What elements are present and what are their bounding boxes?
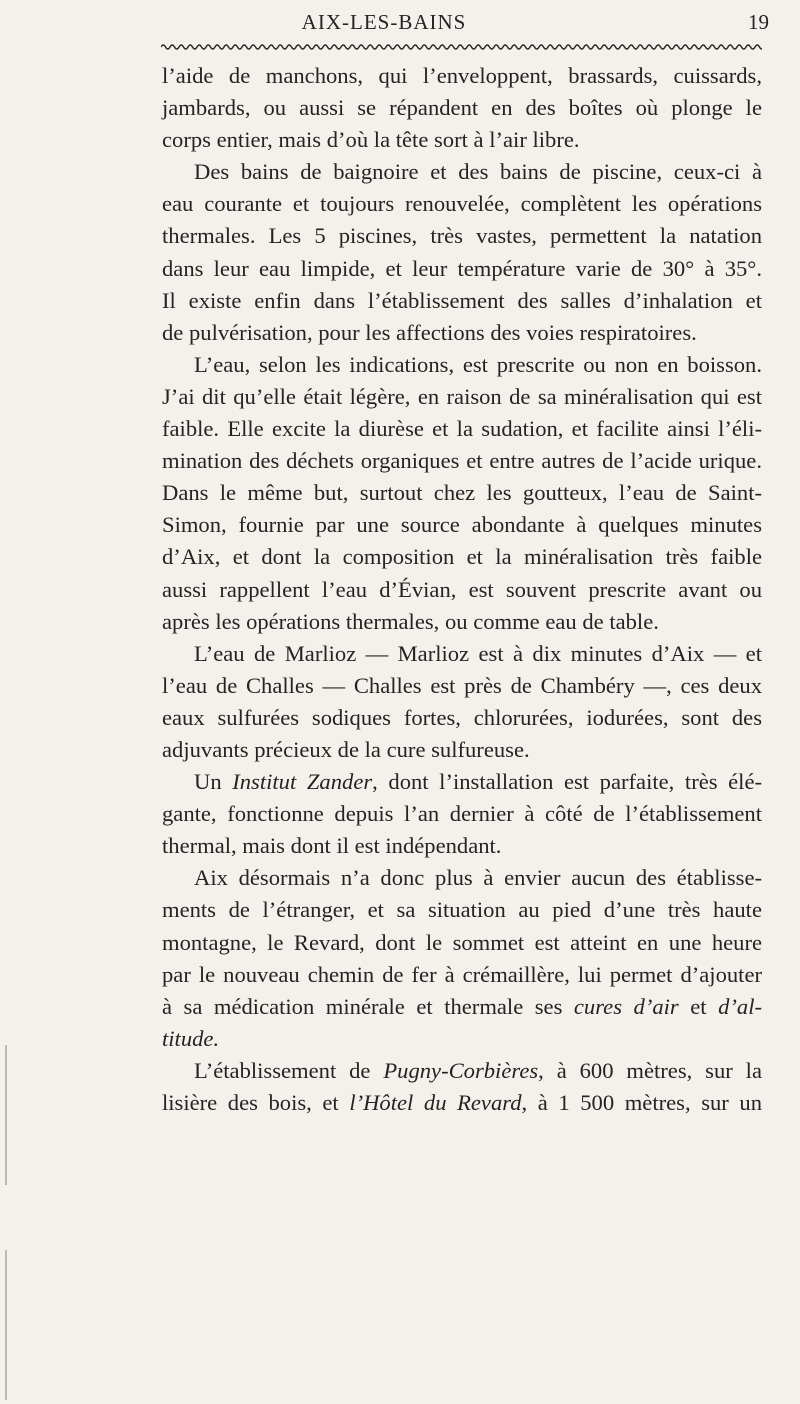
text-run: adjuvants précieux de la cure sulfureuse. — [162, 736, 530, 762]
text-line — [162, 349, 762, 381]
text-line — [162, 220, 762, 252]
text-run: gante, fonctionne depuis l’an dernier à côté de l’établissement — [162, 801, 762, 827]
text-line — [162, 1055, 762, 1087]
text-run: L’eau de Marlioz — Marlioz est à dix minutes d’Aix — et — [194, 640, 762, 666]
text-line — [162, 702, 762, 734]
text-run: lisière des bois, et — [162, 1090, 350, 1115]
text-line — [162, 830, 762, 862]
body-text — [162, 60, 762, 1119]
text-run: et — [678, 993, 719, 1019]
text-run: Un — [194, 769, 233, 795]
text-line — [162, 766, 762, 798]
text-run: l’aide de manchons, qui l’enveloppent, brassards, cuissards, — [162, 63, 762, 88]
text-run: aussi rappellent l’eau d’Évian, est souvent prescrite avant ou — [162, 576, 762, 602]
text-line — [162, 124, 762, 156]
text-run: Dans le même but, surtout chez les goutteux, l’eau de Saint- — [162, 480, 762, 506]
text-run: J’ai dit qu’elle était légère, en raison de sa minéralisation qui est — [162, 383, 762, 409]
text-run: corps entier, mais d’où la tête sort à l’air libre. — [162, 127, 580, 153]
text-line — [162, 991, 762, 1023]
text-line — [162, 798, 762, 830]
text-line — [162, 317, 762, 349]
text-line — [162, 638, 762, 670]
text-line — [162, 670, 762, 702]
text-run: , à 600 mètres, sur la — [538, 1057, 762, 1083]
text-line — [162, 381, 762, 413]
italic-text: Institut Zander — [232, 769, 373, 795]
text-line — [162, 60, 762, 92]
italic-text: d’al- — [718, 993, 762, 1019]
italic-text: cures d’air — [573, 993, 679, 1019]
text-line — [162, 862, 762, 894]
text-line — [162, 574, 762, 606]
text-run: L’eau, selon les indications, est prescrite ou non en boisson. — [194, 351, 762, 377]
text-line — [162, 541, 762, 573]
text-line — [162, 894, 762, 926]
text-run: thermal, mais dont il est indépendant. — [162, 833, 502, 859]
text-run: faible. Elle excite la diurèse et la sudation, et facilite ainsi l’éli- — [162, 416, 762, 442]
text-run: eaux sulfurées sodiques fortes, chlorurées, iodurées, sont des — [162, 704, 762, 730]
text-run: thermales. Les 5 piscines, très vastes, permettent la natation — [162, 223, 762, 249]
text-run: ments de l’étranger, et sa situation au pied d’une très haute — [162, 897, 762, 923]
text-run: Des bains de baignoire et des bains de piscine, ceux-ci à — [194, 159, 762, 185]
text-run: Simon, fournie par une source abondante à quelques minutes — [162, 512, 762, 538]
text-run: Il existe enfin dans l’établissement des salles d’inhalation et — [162, 287, 762, 313]
text-line — [162, 92, 762, 124]
text-line — [162, 477, 762, 509]
text-run: de pulvérisation, pour les affections des voies respiratoires. — [162, 319, 697, 345]
text-run: , à 1 500 mètres, sur un — [521, 1090, 762, 1115]
margin-mark — [5, 1250, 7, 1400]
text-line — [162, 1087, 762, 1119]
italic-text: l’Hôtel du Revard — [349, 1090, 522, 1115]
text-run: mination des déchets organiques et entre autres de l’acide urique. — [162, 448, 762, 474]
text-line — [162, 188, 762, 220]
text-run: l’eau de Challes — Challes est près de Chambéry —, ces deux — [162, 672, 762, 698]
text-line — [162, 1023, 762, 1055]
text-line — [162, 606, 762, 638]
running-header — [168, 10, 769, 40]
text-run: par le nouveau chemin de fer à crémaillère, lui permet d’ajouter — [162, 961, 762, 987]
text-line — [162, 734, 762, 766]
text-run: Aix désormais n’a donc plus à envier aucun des établisse- — [194, 865, 762, 891]
running-title: AIX-LES-BAINS — [301, 10, 467, 34]
text-run: montagne, le Revard, dont le sommet est atteint en une heure — [162, 929, 762, 955]
italic-text: titude. — [162, 1025, 220, 1051]
text-line — [162, 156, 762, 188]
text-line — [162, 445, 762, 477]
italic-text: Pugny-Corbières — [383, 1057, 539, 1083]
text-run: après les opérations thermales, ou comme eau de table. — [162, 608, 659, 634]
text-run: à sa médication minérale et thermale ses — [162, 993, 574, 1019]
text-line — [162, 285, 762, 317]
text-line — [162, 413, 762, 445]
text-run: eau courante et toujours renouvelée, complètent les opérations — [162, 191, 762, 217]
text-run: d’Aix, et dont la composition et la minéralisation très faible — [162, 544, 762, 570]
text-line — [162, 509, 762, 541]
text-run: dans leur eau limpide, et leur température varie de 30° à 35°. — [162, 255, 762, 281]
margin-mark — [5, 1045, 7, 1185]
page-number: 19 — [748, 10, 769, 34]
ornamental-rule — [161, 42, 762, 52]
text-run: L’établissement de — [194, 1057, 384, 1083]
text-run: , dont l’installation est parfaite, très élé- — [372, 769, 763, 795]
text-line — [162, 927, 762, 959]
text-run: jambards, ou aussi se répandent en des boîtes où plonge le — [162, 95, 762, 121]
text-line — [162, 253, 762, 285]
text-line — [162, 959, 762, 991]
